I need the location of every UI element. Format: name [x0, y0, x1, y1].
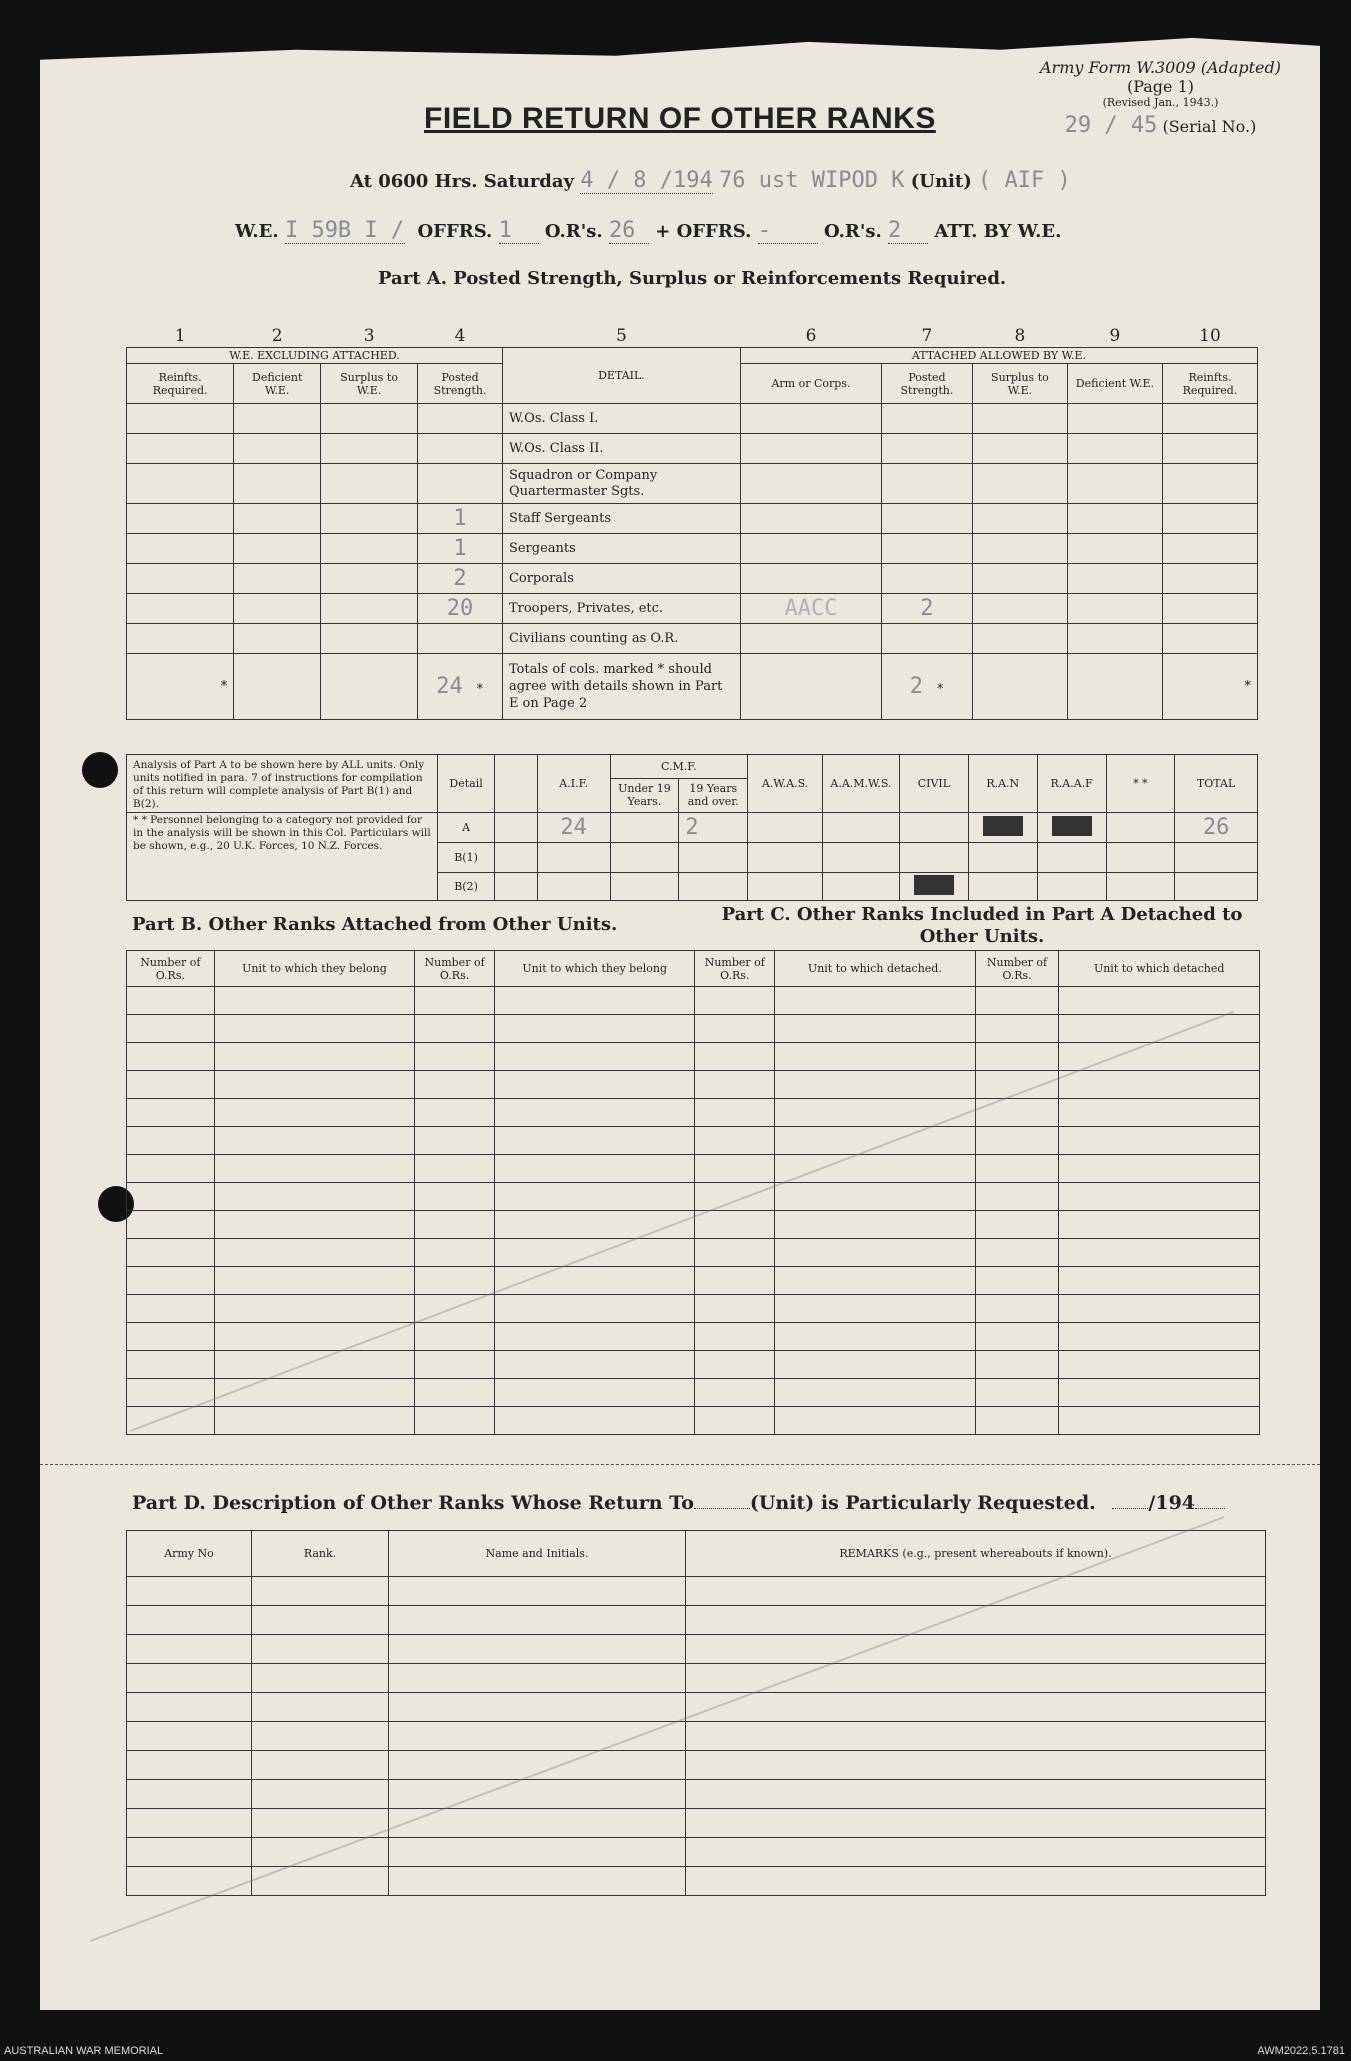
ors2-value: 2 — [888, 218, 928, 244]
posted2-value — [881, 434, 972, 464]
totals-posted2 — [881, 654, 972, 720]
part-c-title: Part C. Other Ranks Included in Part A Detached to Other Units. — [721, 904, 1243, 947]
col-aamws: A.A.M.W.S. — [823, 755, 900, 813]
analysis-row-a — [127, 813, 1258, 843]
posted2-value — [881, 404, 972, 434]
col-aif: A.I.F. — [537, 755, 610, 813]
att-label: ATT. BY W.E. — [934, 221, 1062, 242]
detail-row — [127, 624, 1258, 654]
rank-label: Troopers, Privates, etc. — [502, 594, 740, 624]
col-civil: CIVIL — [899, 755, 968, 813]
star-mark: * — [936, 682, 945, 697]
unit-value: 76 ust WIPOD K — [719, 168, 905, 193]
header-rank: Rank. — [252, 1531, 389, 1577]
col-number: 9 — [1109, 326, 1121, 346]
arm-value — [740, 504, 881, 534]
footer-right: AWM2022.5.1781 — [1257, 2045, 1345, 2057]
posted-value: 1 — [418, 504, 503, 534]
col-other: * * — [1106, 755, 1175, 813]
posted-value: 20 — [418, 594, 503, 624]
part-d-date: /194 — [1148, 1492, 1196, 1514]
page-label: (Page 1) — [1126, 77, 1195, 96]
revised-label: (Revised Jan., 1943.) — [1102, 96, 1219, 109]
army-form-label: Army Form W.3009 (Adapted) — [1039, 58, 1281, 77]
footer-left: AUSTRALIAN WAR MEMORIAL — [4, 2045, 164, 2057]
column-numbers — [127, 325, 1258, 348]
header-name: Name and Initials. — [389, 1531, 686, 1577]
offrs-value: 1 — [499, 218, 539, 244]
part-d-title-suffix: (Unit) is Particularly Requested. — [749, 1492, 1096, 1514]
arm-value — [740, 534, 881, 564]
totals-detail: Totals of cols. marked * should agree with details shown in Part E on Page 2 — [502, 654, 740, 720]
analysis-note-2: * * Personnel belonging to a category not provided for in the analysis will be shown in this Col. Particulars will be shown, e.g., 20 U.K. Forces, 10 N.Z. Forces. — [127, 813, 438, 901]
redaction-block — [1052, 816, 1092, 836]
arm-value — [740, 624, 881, 654]
form-reference — [1040, 58, 1281, 138]
part-d-title — [132, 1492, 1225, 1514]
col-number: 1 — [174, 326, 186, 346]
detail-header: DETAIL. — [502, 348, 740, 404]
analysis-detail-header: Detail — [438, 755, 495, 813]
posted-value — [418, 434, 503, 464]
page-title: FIELD RETURN OF OTHER RANKS — [424, 102, 936, 135]
totals-posted — [418, 654, 503, 720]
posted-value: 2 — [418, 564, 503, 594]
col-number: 2 — [271, 326, 283, 346]
serial-label: (Serial No.) — [1162, 117, 1257, 136]
col-number: 3 — [363, 326, 375, 346]
we-line — [235, 218, 1061, 244]
header-army-no: Army No — [127, 1531, 252, 1577]
arm-value — [740, 464, 881, 504]
col-number: 7 — [921, 326, 933, 346]
col-number: 10 — [1199, 326, 1221, 346]
aif-value: 24 — [537, 813, 610, 843]
header-arm-corps: Arm or Corps. — [740, 364, 881, 404]
part-b-title: Part B. Other Ranks Attached from Other Units. — [132, 914, 618, 935]
serial-value: 29 / 45 — [1064, 113, 1158, 138]
unit-suffix: ( AIF ) — [978, 168, 1071, 193]
col-number: 4 — [454, 326, 466, 346]
posted-value: 1 — [418, 534, 503, 564]
part-a-title: Part A. Posted Strength, Surplus or Reinforcements Required. — [378, 268, 1007, 289]
analysis-note-1: Analysis of Part A to be shown here by ALL units. Only units notified in para. 7 of instructions for compilation of this return will complete analysis of Part B(1) and B(2). — [133, 759, 425, 810]
header-number-ors: Number of O.Rs. — [415, 951, 495, 987]
header-unit-detached: Unit to which detached. — [775, 951, 976, 987]
posted2-value: 2 — [881, 594, 972, 624]
arm-value: AACC — [740, 594, 881, 624]
rank-label: Staff Sergeants — [502, 504, 740, 534]
analysis-note — [127, 755, 438, 813]
redaction-block — [914, 875, 954, 895]
redaction-block — [983, 816, 1023, 836]
detail-row — [127, 564, 1258, 594]
rank-label: Squadron or Company Quartermaster Sgts. — [502, 464, 740, 504]
col-raaf: R.A.A.F — [1037, 755, 1106, 813]
col-19-over: 19 Years and over. — [679, 778, 748, 812]
posted2-value — [881, 464, 972, 504]
header-number-ors: Number of O.Rs. — [975, 951, 1059, 987]
row-label: B(1) — [438, 843, 495, 873]
we-label: W.E. — [235, 221, 279, 242]
offrs2-value: - — [758, 218, 818, 244]
header-reinfts: Reinfts. Required. — [1162, 364, 1257, 404]
detail-row — [127, 594, 1258, 624]
col-number: 8 — [1014, 326, 1026, 346]
ors2-label: O.R's. — [823, 221, 882, 242]
rank-label: W.Os. Class I. — [502, 404, 740, 434]
header-reinfts: Reinfts. Required. — [127, 364, 234, 404]
part-d-title-prefix: Part D. Description of Other Ranks Whose Return To — [132, 1492, 694, 1514]
header-remarks: REMARKS (e.g., present whereabouts if known). — [686, 1531, 1266, 1577]
rank-label: Sergeants — [502, 534, 740, 564]
header-deficient: Deficient W.E. — [234, 364, 321, 404]
col-number: 5 — [616, 326, 627, 346]
posted2-value — [881, 504, 972, 534]
star-mark: * — [127, 654, 234, 720]
header-number-ors: Number of O.Rs. — [127, 951, 215, 987]
col-number: 6 — [805, 326, 817, 346]
row-label: A — [438, 813, 495, 843]
punch-hole — [82, 752, 118, 788]
posted2-value — [881, 564, 972, 594]
we-value: I 59B I / — [284, 218, 405, 243]
header-surplus: Surplus to W.E. — [972, 364, 1067, 404]
arm-value — [740, 564, 881, 594]
detail-row — [127, 404, 1258, 434]
header-surplus: Surplus to W.E. — [321, 364, 418, 404]
posted-value — [418, 464, 503, 504]
posted-value — [418, 624, 503, 654]
header-deficient: Deficient W.E. — [1067, 364, 1162, 404]
over19-value: 2 — [679, 813, 748, 843]
group-left-header: W.E. EXCLUDING ATTACHED. — [127, 348, 503, 364]
date-value: 4 / 8 /194 — [580, 168, 713, 193]
total-value: 26 — [1175, 813, 1258, 843]
col-awas: A.W.A.S. — [748, 755, 823, 813]
row-label: B(2) — [438, 873, 495, 901]
offrs2-label: OFFRS. — [676, 221, 752, 242]
star-mark: * — [1162, 654, 1257, 720]
header-posted: Posted Strength. — [881, 364, 972, 404]
detail-row — [127, 434, 1258, 464]
analysis-table — [126, 754, 1258, 901]
header-unit-belong: Unit to which they belong — [214, 951, 415, 987]
tear-line — [40, 1464, 1320, 1465]
col-total: TOTAL — [1175, 755, 1258, 813]
posted-value — [418, 404, 503, 434]
offrs-label: OFFRS. — [417, 221, 493, 242]
plus-sign: + — [655, 221, 671, 242]
detail-row — [127, 534, 1258, 564]
header-posted: Posted Strength. — [418, 364, 503, 404]
arm-value — [740, 404, 881, 434]
detail-row — [127, 464, 1258, 504]
rank-label: Civilians counting as O.R. — [502, 624, 740, 654]
arm-value — [740, 434, 881, 464]
totals-row — [127, 654, 1258, 720]
ors-value: 26 — [609, 218, 649, 244]
posted2-value — [881, 534, 972, 564]
rank-label: W.Os. Class II. — [502, 434, 740, 464]
col-cmf: C.M.F. — [610, 755, 748, 779]
header-unit-detached: Unit to which detached — [1059, 951, 1260, 987]
unit-label: (Unit) — [910, 171, 972, 192]
return-time-line — [350, 168, 1071, 194]
header-number-ors: Number of O.Rs. — [695, 951, 775, 987]
group-right-header: ATTACHED ALLOWED BY W.E. — [740, 348, 1257, 364]
time-label: At 0600 Hrs. Saturday — [350, 171, 575, 192]
ors-label: O.R's. — [544, 221, 603, 242]
star-mark: * — [476, 682, 484, 697]
rank-label: Corporals — [502, 564, 740, 594]
totals-posted2-value: 2 — [909, 674, 924, 699]
col-under-19: Under 19 Years. — [610, 778, 679, 812]
col-ran: R.A.N — [968, 755, 1037, 813]
detail-row — [127, 504, 1258, 534]
part-a-table — [126, 325, 1258, 720]
part-bc-table — [126, 950, 1260, 1435]
totals-posted-value: 24 — [436, 674, 463, 699]
header-unit-belong: Unit to which they belong — [494, 951, 695, 987]
posted2-value — [881, 624, 972, 654]
